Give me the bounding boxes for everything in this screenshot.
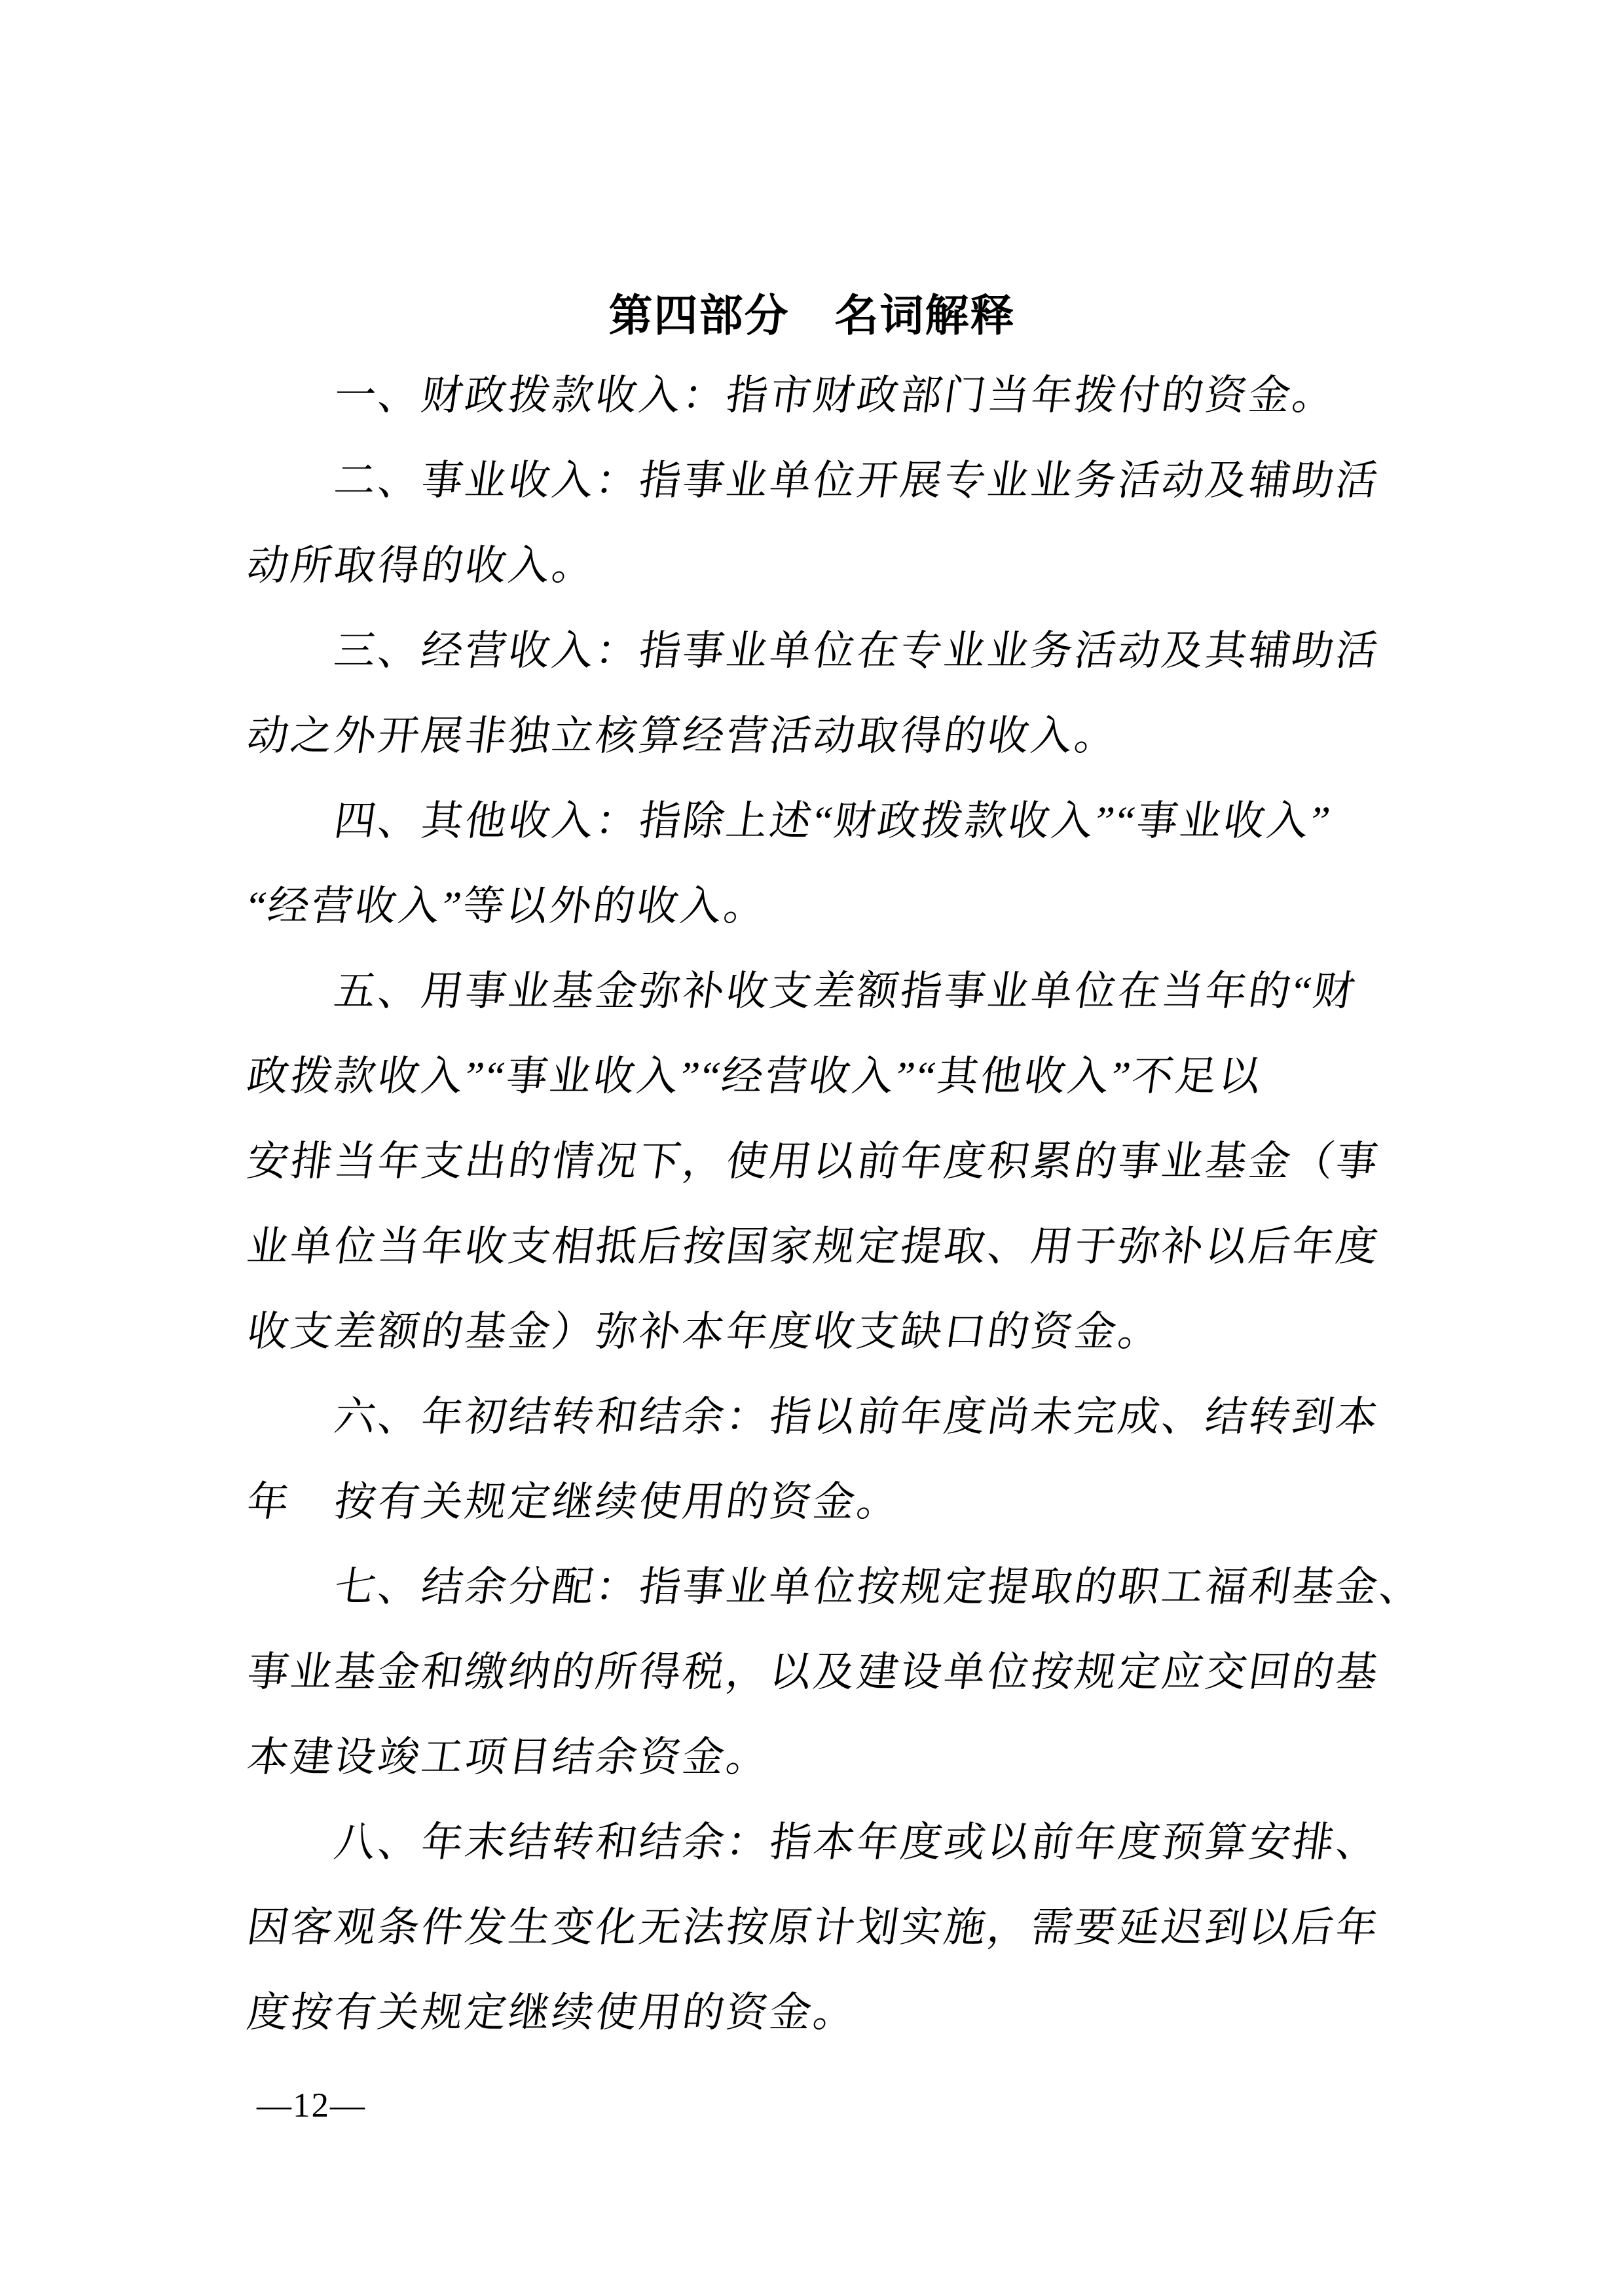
section-title: 第四部分 名词解释 (608, 291, 1016, 340)
body-line: 事业基金和缴纳的所得税，以及建设单位按规定应交回的基 (244, 1649, 1383, 1695)
body-line: 二、事业收入：指事业单位开展专业业务活动及辅助活 (331, 458, 1383, 503)
body-line: 收支差额的基金）弥补本年度收支缺口的资金。 (244, 1309, 1166, 1355)
body-line: 因客观条件发生变化无法按原计划实施，需要延迟到以后年 (244, 1904, 1383, 1950)
body-line: 度按有关规定继续使用的资金。 (244, 1990, 860, 2035)
body-line: 三、经营收入：指事业单位在专业业务活动及其辅助活 (331, 628, 1383, 674)
body-line: 政拨款收入”“事业收入”“经营收入”“其他收入”不足以 (244, 1053, 1266, 1099)
body-line: 八、年末结转和结余：指本年度或以前年度预算安排、 (331, 1819, 1383, 1865)
body-line: 安排当年支出的情况下，使用以前年度积累的事业基金（事 (244, 1139, 1383, 1184)
body-line: 五、用事业基金弥补收支差额指事业单位在当年的“财 (331, 968, 1360, 1014)
body-line: 动之外开展非独立核算经营活动取得的收入。 (244, 713, 1122, 759)
body-line: 年 按有关规定继续使用的资金。 (244, 1479, 904, 1525)
body-line: 七、结余分配：指事业单位按规定提取的职工福利基金、 (331, 1564, 1427, 1610)
body-line: “经营收入”等以外的收入。 (244, 883, 771, 929)
body-line: 本建设竣工项目结余资金。 (244, 1734, 773, 1780)
body-line: 四、其他收入：指除上述“财政拨款收入”“事业收入” (331, 798, 1335, 844)
glossary-body (244, 353, 1427, 2055)
page-number: —12— (257, 2086, 366, 2124)
body-line: 业单位当年收支相抵后按国家规定提取、用于弥补以后年度 (244, 1224, 1383, 1269)
body-line: 六、年初结转和结余：指以前年度尚未完成、结转到本 (331, 1394, 1383, 1440)
body-line: 一、财政拨款收入：指市财政部门当年拨付的资金。 (331, 373, 1340, 418)
body-line: 动所取得的收入。 (244, 543, 599, 589)
